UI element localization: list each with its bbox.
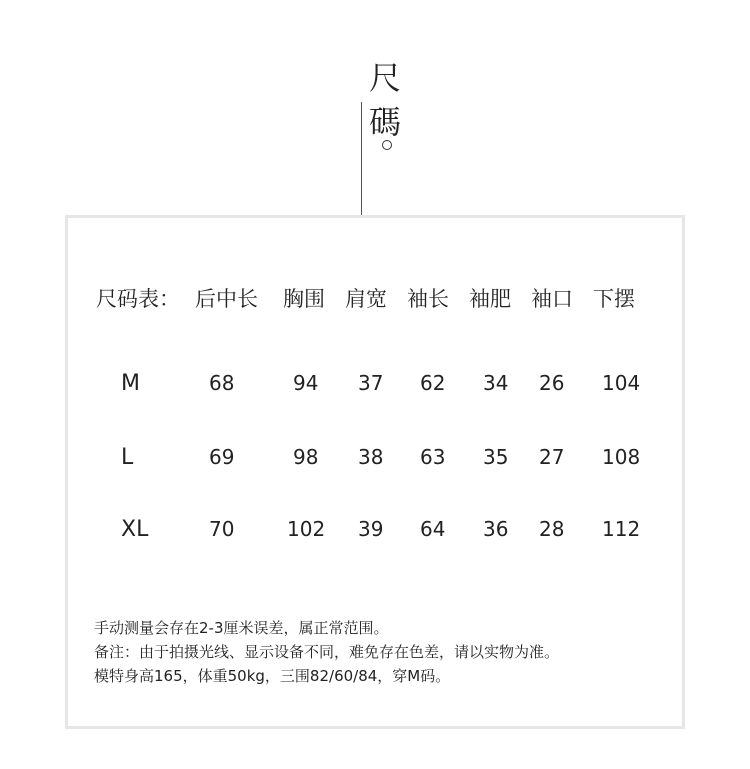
cell-sleeve-width: 34 <box>483 371 509 395</box>
cell-sleeve-width: 36 <box>483 517 509 541</box>
note-measurement: 手动测量会存在2-3厘米误差，属正常范围。 <box>94 619 389 637</box>
size-label: L <box>121 445 134 470</box>
header-back-length: 后中长 <box>195 287 258 311</box>
cell-hem: 104 <box>602 371 641 395</box>
size-label: M <box>121 371 140 396</box>
cell-cuff: 27 <box>539 445 565 469</box>
cell-sleeve-width: 35 <box>483 445 509 469</box>
header-sleeve-length: 袖长 <box>407 287 449 311</box>
cell-back-length: 69 <box>209 445 235 469</box>
notes-section <box>94 616 664 688</box>
header-hem: 下摆 <box>593 287 635 311</box>
cell-back-length: 70 <box>209 517 235 541</box>
cell-shoulder: 38 <box>358 445 384 469</box>
cell-shoulder: 37 <box>358 371 384 395</box>
table-row <box>0 517 750 543</box>
title-vertical-divider <box>361 102 362 222</box>
size-table-header <box>0 283 750 309</box>
cell-hem: 108 <box>602 445 641 469</box>
cell-shoulder: 39 <box>358 517 384 541</box>
note-color-difference: 备注：由于拍摄光线、显示设备不同，难免存在色差，请以实物为准。 <box>94 643 560 661</box>
table-row <box>0 371 750 397</box>
page-title <box>361 60 421 170</box>
cell-chest: 102 <box>287 517 326 541</box>
cell-sleeve-length: 63 <box>420 445 446 469</box>
cell-chest: 98 <box>293 445 319 469</box>
cell-cuff: 26 <box>539 371 565 395</box>
note-model-info: 模特身高165，体重50kg，三围82/60/84，穿M码。 <box>94 667 451 685</box>
header-cuff: 袖口 <box>531 287 573 311</box>
title-char-chi: 尺 <box>369 59 402 97</box>
cell-sleeve-length: 64 <box>420 517 446 541</box>
header-chest: 胸围 <box>283 287 325 311</box>
cell-cuff: 28 <box>539 517 565 541</box>
header-shoulder: 肩宽 <box>345 287 387 311</box>
table-row <box>0 445 750 471</box>
size-label: XL <box>121 517 149 542</box>
cell-hem: 112 <box>602 517 641 541</box>
title-char-ma: 碼 <box>369 103 402 141</box>
cell-chest: 94 <box>293 371 319 395</box>
header-sleeve-width: 袖肥 <box>469 287 511 311</box>
size-table-label: 尺码表： <box>96 287 180 311</box>
cell-sleeve-length: 62 <box>420 371 446 395</box>
title-period-mark <box>382 140 392 150</box>
cell-back-length: 68 <box>209 371 235 395</box>
